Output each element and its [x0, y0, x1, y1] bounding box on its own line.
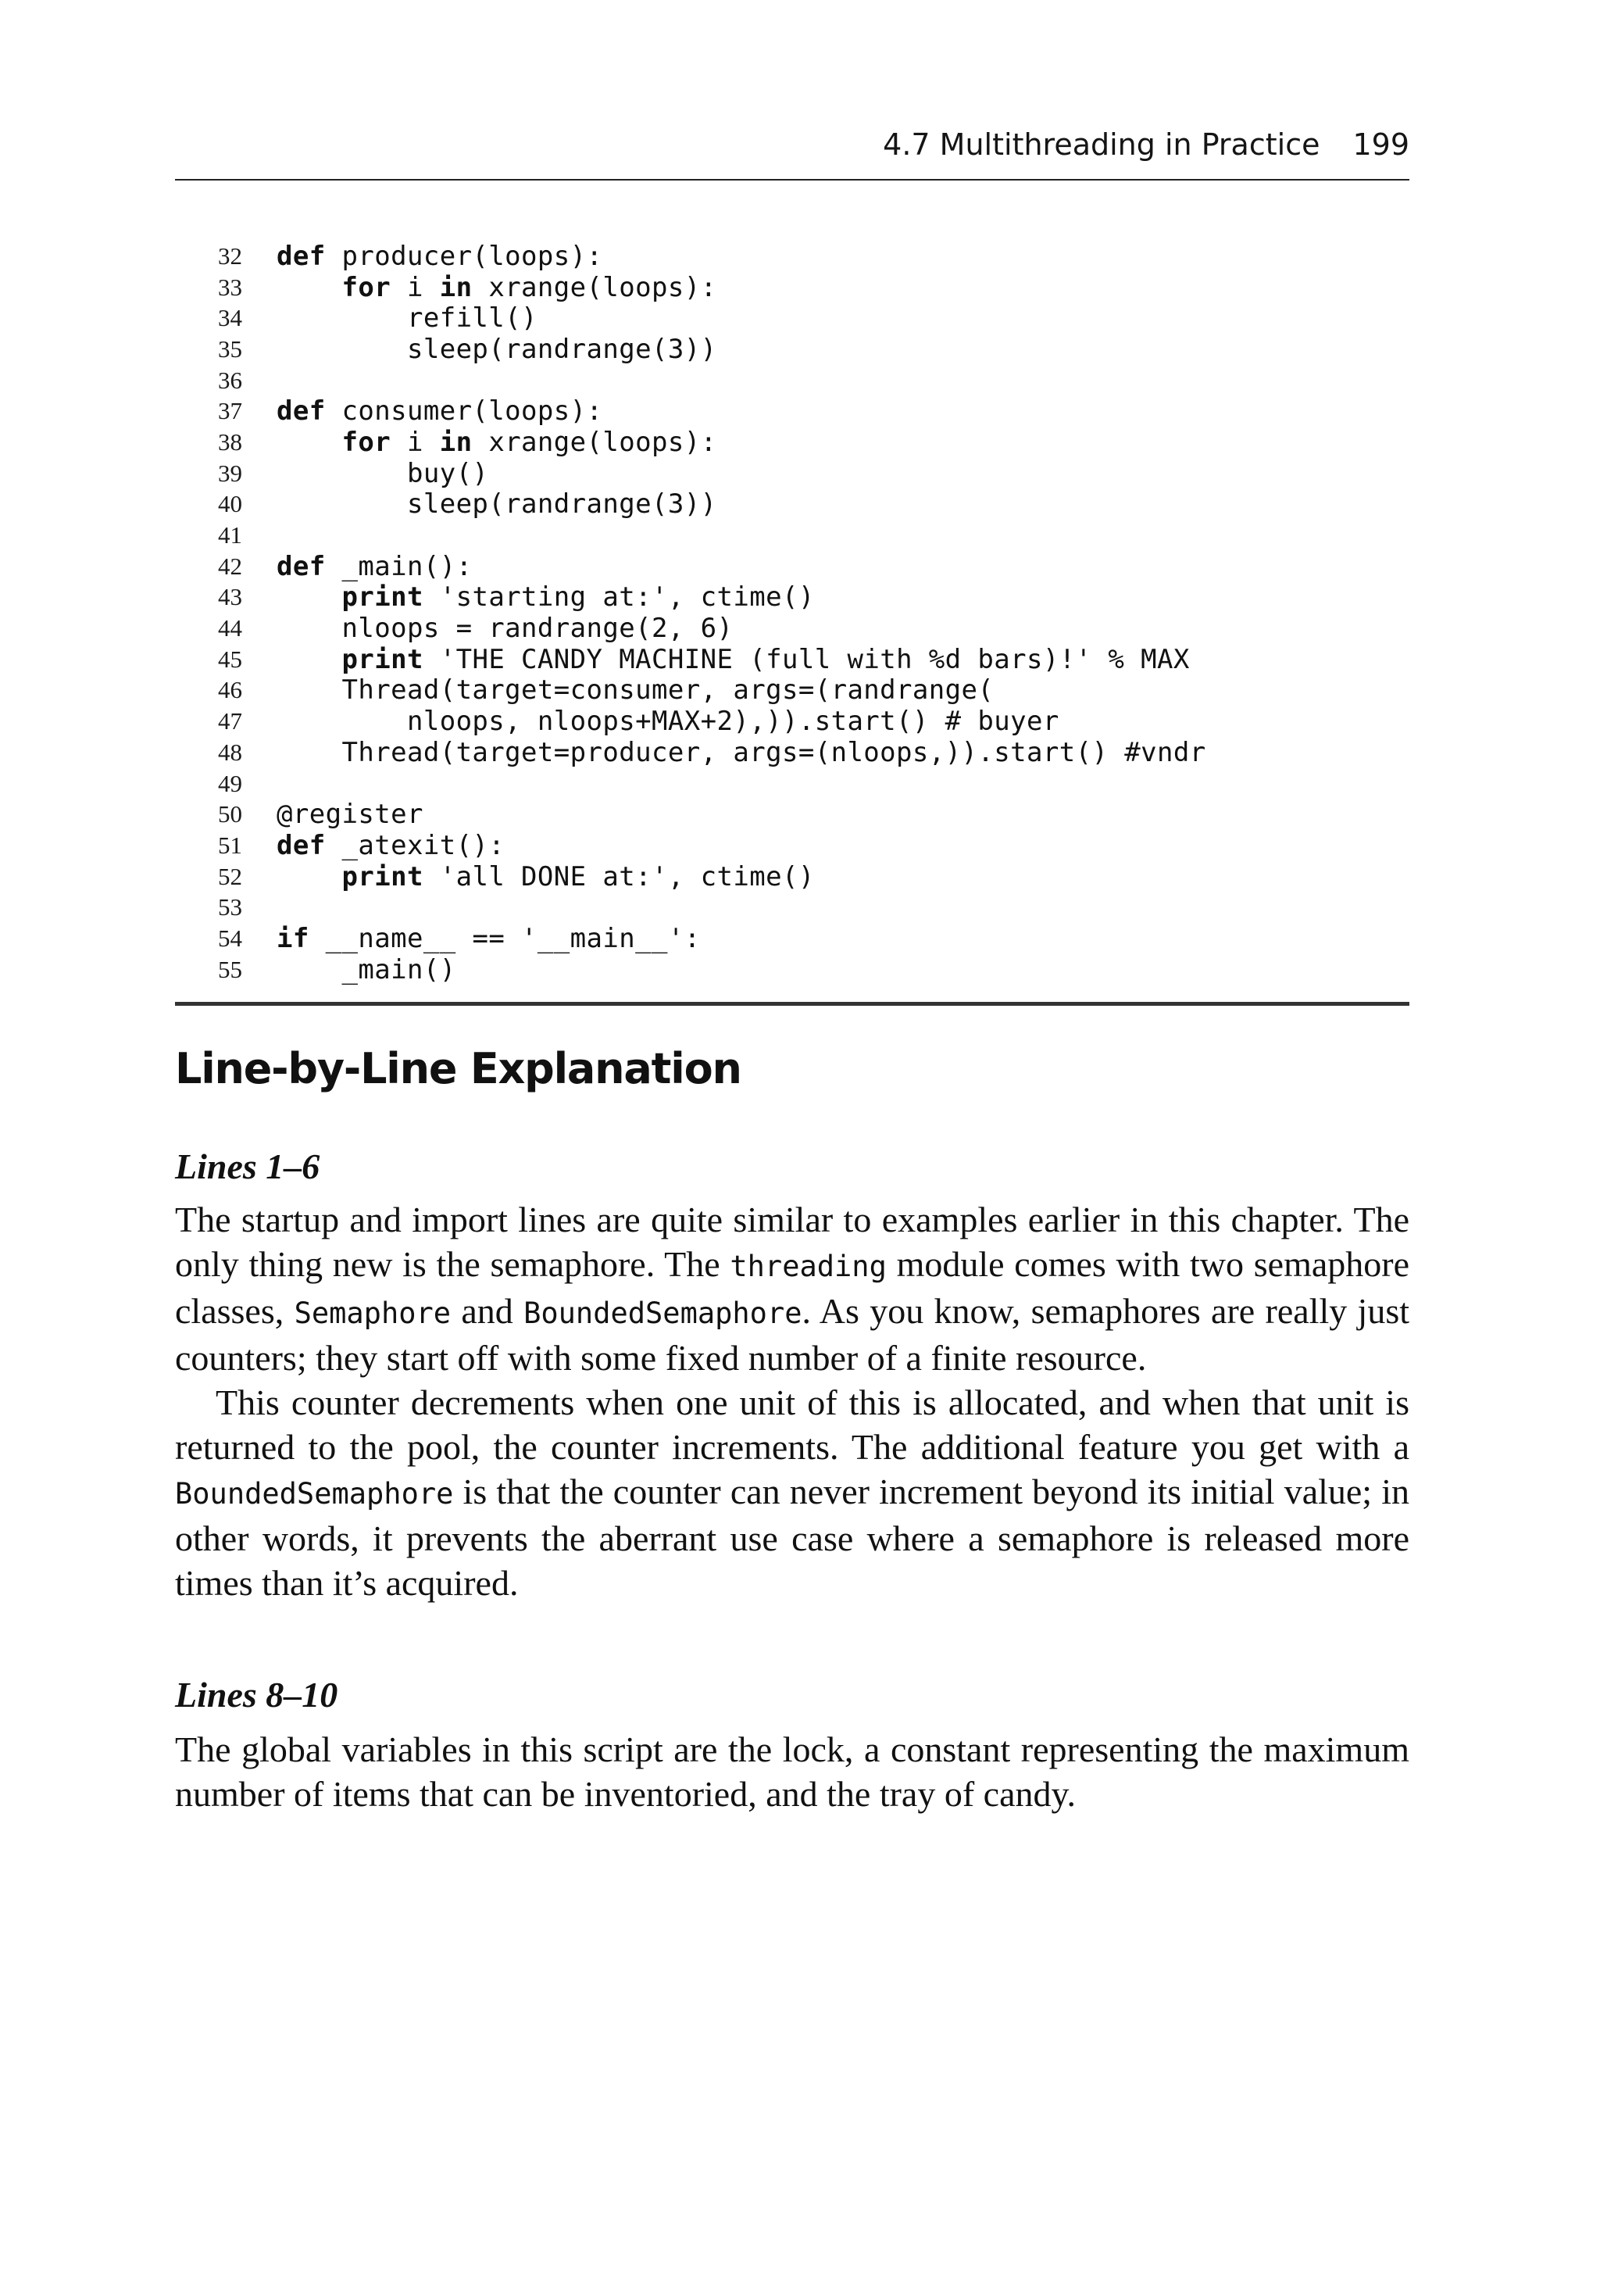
code-keyword: def [277, 829, 326, 861]
code-text [277, 458, 488, 489]
line-number: 42 [218, 552, 242, 580]
code-line [175, 272, 1409, 303]
code-line [175, 551, 1409, 582]
code-token: 'starting at:', ctime() [423, 581, 815, 613]
subsection-heading-lines-1-6: Lines 1–6 [175, 1146, 320, 1186]
code-token: _main() [277, 953, 456, 985]
code-token: __name__ == '__main__': [309, 922, 701, 954]
code-token: _main(): [325, 550, 473, 582]
code-line [175, 520, 1409, 551]
code-keyword: print [341, 643, 423, 675]
code-line [175, 365, 1409, 396]
code-token: 'THE CANDY MACHINE (full with %d bars)!' % MAX [423, 643, 1190, 675]
code-token: i [391, 426, 440, 458]
inline-code: BoundedSemaphore [175, 1477, 454, 1511]
code-line [175, 613, 1409, 644]
code-text [277, 799, 423, 830]
code-token: @register [277, 799, 423, 831]
code-text [277, 581, 815, 613]
code-text [277, 241, 602, 272]
code-text [277, 488, 716, 520]
line-number: 33 [218, 273, 242, 301]
text-run: and [451, 1291, 524, 1331]
code-line [175, 737, 1409, 768]
code-line [175, 861, 1409, 892]
line-number: 45 [218, 645, 242, 673]
running-head-section: 4.7 Multithreading in Practice [883, 127, 1320, 162]
code-text [277, 923, 701, 954]
subsection-heading-lines-8-10: Lines 8–10 [175, 1675, 338, 1715]
text-run: is that the counter can never increment beyond its initial value; in other words, it prevents the aberrant use case where a semaphore is released more times than it’s acquired. [175, 1472, 1409, 1603]
text-run: . As you know, semaphores are really just counters; they start off with some fixed number of a finite resource. [175, 1291, 1409, 1378]
code-line [175, 302, 1409, 334]
code-text [277, 674, 994, 706]
code-line [175, 427, 1409, 458]
line-number: 37 [218, 397, 242, 425]
text-run: This counter decrements when one unit of this is allocated, and when that unit is returned to the pool, the counter increments. The additional feature you get with a [175, 1382, 1409, 1467]
line-number: 47 [218, 707, 242, 735]
line-number: 34 [218, 304, 242, 332]
line-number: 51 [218, 831, 242, 859]
code-line [175, 675, 1409, 706]
code-token: 'all DONE at:', ctime() [423, 860, 815, 892]
code-line [175, 334, 1409, 365]
code-keyword: in [439, 271, 473, 303]
code-line [175, 489, 1409, 520]
code-token: consumer(loops): [325, 395, 603, 427]
inline-code: Semaphore [294, 1296, 452, 1330]
line-number: 39 [218, 459, 242, 487]
line-number: 52 [218, 862, 242, 890]
text-run: module comes with two semaphore classes, [175, 1244, 1410, 1331]
code-line [175, 644, 1409, 675]
line-number: 32 [218, 241, 242, 270]
code-text [277, 861, 815, 892]
code-text [277, 737, 1206, 768]
code-text [277, 644, 1190, 675]
code-keyword: def [277, 240, 326, 272]
code-keyword: for [341, 426, 391, 458]
code-line [175, 241, 1409, 272]
code-text [277, 272, 717, 303]
section-title: Line-by-Line Explanation [175, 1044, 741, 1093]
code-token: sleep(randrange(3)) [277, 488, 717, 520]
line-number: 41 [218, 521, 242, 549]
code-token: Thread(target=producer, args=(nloops,)).start() #vndr [277, 736, 1206, 768]
inline-code: threading [730, 1250, 887, 1283]
code-line [175, 830, 1409, 861]
code-text [277, 706, 1059, 737]
inline-code: BoundedSemaphore [523, 1296, 802, 1330]
code-text [277, 551, 472, 582]
line-number: 53 [218, 893, 242, 921]
code-token: nloops = randrange(2, 6) [277, 613, 734, 645]
code-token: refill() [277, 302, 538, 334]
code-text [277, 302, 538, 334]
line-number: 50 [218, 800, 242, 828]
code-token: buy() [277, 457, 489, 489]
paragraph [175, 1197, 1409, 1380]
code-line [175, 892, 1409, 923]
code-listing-bottom-rule [175, 1002, 1409, 1006]
code-keyword: if [277, 922, 309, 954]
code-token [277, 644, 341, 675]
code-keyword: for [341, 271, 391, 303]
code-token: xrange(loops): [472, 426, 717, 458]
code-text [277, 954, 456, 985]
code-line [175, 458, 1409, 489]
code-token: producer(loops): [325, 240, 603, 272]
code-token: i [391, 271, 440, 303]
code-token: Thread(target=consumer, args=(randrange( [277, 674, 995, 706]
header-rule [175, 179, 1409, 181]
line-number: 48 [218, 738, 242, 766]
line-number: 54 [218, 924, 242, 952]
code-keyword: print [341, 581, 423, 613]
code-line [175, 706, 1409, 737]
line-number: 49 [218, 769, 242, 797]
code-line [175, 799, 1409, 830]
line-number: 44 [218, 614, 242, 642]
code-line [175, 923, 1409, 954]
code-line [175, 395, 1409, 427]
paragraph [175, 1380, 1409, 1605]
code-text [277, 427, 717, 458]
code-line [175, 582, 1409, 613]
line-number: 36 [218, 366, 242, 394]
subsection-body-lines-8-10 [175, 1727, 1409, 1816]
code-token: nloops, nloops+MAX+2),)).start() # buyer [277, 706, 1059, 738]
line-number: 55 [218, 955, 242, 983]
code-text [277, 395, 602, 427]
line-number: 43 [218, 583, 242, 611]
code-keyword: in [439, 426, 473, 458]
code-keyword: def [277, 550, 326, 582]
code-line [175, 954, 1409, 985]
code-token [277, 427, 341, 458]
code-listing [175, 241, 1409, 985]
running-head [175, 117, 1409, 172]
code-token: _atexit(): [325, 829, 505, 861]
code-token [277, 861, 341, 892]
code-token [277, 272, 341, 303]
line-number: 38 [218, 427, 242, 456]
code-keyword: def [277, 395, 326, 427]
code-keyword: print [341, 860, 423, 892]
text-run: The startup and import lines are quite similar to examples earlier in this chapter. The only thing new is the semaphore. The [175, 1200, 1409, 1284]
code-token [277, 581, 341, 613]
subsection-body-lines-1-6 [175, 1197, 1409, 1605]
code-line [175, 768, 1409, 799]
paragraph: The global variables in this script are the lock, a constant representing the maximum number of items that can be inventoried, and the tray of candy. [175, 1729, 1409, 1814]
line-number: 40 [218, 490, 242, 518]
code-text [277, 613, 733, 644]
code-token: xrange(loops): [472, 271, 717, 303]
code-token: sleep(randrange(3)) [277, 333, 717, 365]
code-text [277, 334, 716, 365]
line-number: 46 [218, 676, 242, 704]
page-number: 199 [1352, 127, 1409, 162]
code-text [277, 830, 505, 861]
line-number: 35 [218, 334, 242, 363]
